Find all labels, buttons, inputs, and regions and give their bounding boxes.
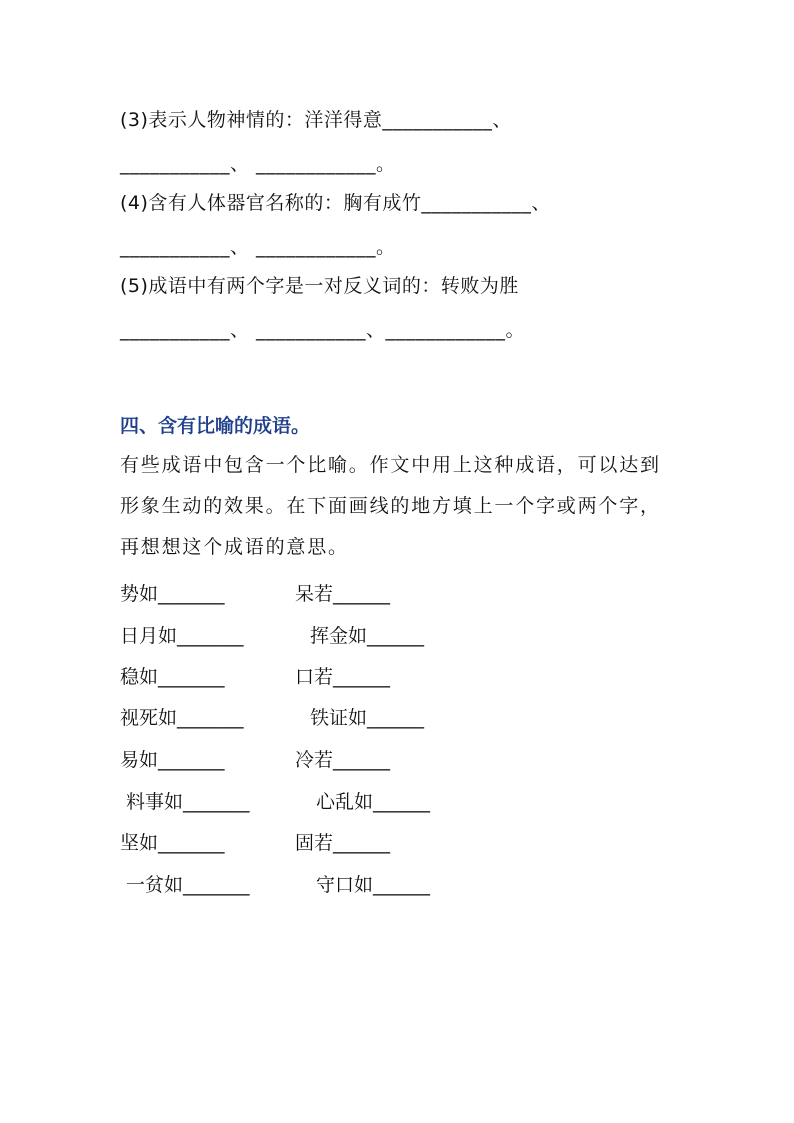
question-4-line-2: ___________、 ____________。: [120, 236, 396, 258]
section-4-heading: 四、含有比喻的成语。: [120, 415, 311, 437]
idiom-item: 铁证如______: [310, 707, 425, 729]
idiom-item: 日月如_______: [120, 625, 244, 647]
idiom-item: 料事如_______: [126, 791, 250, 813]
idiom-item: 冷若______: [295, 749, 391, 771]
question-4-line-1: (4)含有人体器官名称的：胸有成竹___________、: [120, 192, 551, 214]
idiom-item: 挥金如______: [310, 625, 425, 647]
question-3-line-2: ___________、 ____________。: [120, 153, 396, 175]
question-5-line-2: ___________、 ___________、____________。: [120, 319, 526, 341]
idiom-item: 坚如_______: [120, 832, 225, 854]
idiom-item: 一贫如_______: [126, 874, 250, 896]
section-4-intro: 有些成语中包含一个比喻。作文中用上这种成语，可以达到形象生动的效果。在下面画线的地方填上一个字或两个字，再想想这个成语的意思。: [120, 454, 661, 558]
idiom-item: 稳如_______: [120, 666, 225, 688]
idiom-item: 呆若______: [295, 583, 391, 605]
idiom-item: 心乱如______: [316, 791, 431, 813]
question-5-line-1: (5)成语中有两个字是一对反义词的：转败为胜: [120, 275, 519, 297]
idiom-item: 势如_______: [120, 583, 225, 605]
idiom-item: 口若______: [295, 666, 391, 688]
question-3-line-1: (3)表示人物神情的：洋洋得意___________、: [120, 109, 512, 131]
idiom-item: 固若______: [295, 832, 391, 854]
idiom-item: 守口如______: [316, 874, 431, 896]
idiom-item: 易如_______: [120, 749, 225, 771]
idiom-item: 视死如_______: [120, 707, 244, 729]
